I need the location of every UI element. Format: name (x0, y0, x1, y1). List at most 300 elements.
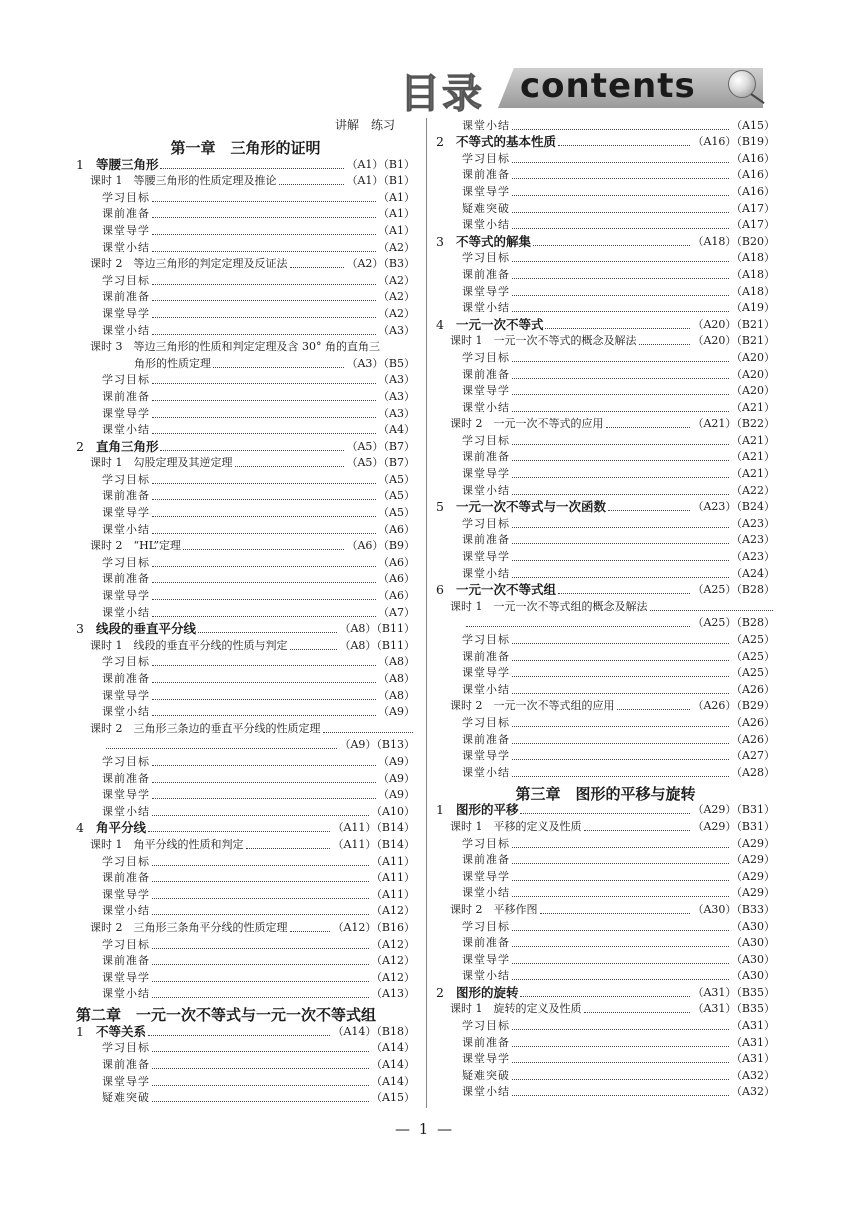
page-reference: （A21） (731, 450, 775, 464)
toc-item[interactable] (76, 188, 415, 205)
toc-item[interactable] (436, 834, 775, 851)
entry-label: 课堂导学 (462, 869, 510, 883)
toc-item[interactable] (436, 1050, 775, 1067)
lesson-entry[interactable] (436, 332, 775, 349)
page-reference: （A14） (371, 1041, 415, 1055)
toc-item[interactable] (76, 1039, 415, 1056)
toc-item[interactable] (436, 747, 775, 764)
dot-leader (584, 822, 691, 831)
section-entry[interactable] (436, 232, 775, 249)
chapter-heading[interactable] (436, 780, 775, 801)
dot-leader (512, 1038, 729, 1047)
section-entry[interactable] (76, 155, 415, 172)
page-reference: （A25） (731, 666, 775, 680)
page-reference: （A15） (371, 1091, 415, 1105)
toc-item[interactable] (436, 664, 775, 681)
dot-leader (152, 873, 369, 882)
toc-item[interactable] (436, 265, 775, 282)
dot-leader (512, 154, 729, 163)
entry-label: 课时 2 一元一次不等式的应用 (450, 417, 604, 431)
toc-item[interactable] (76, 586, 415, 603)
entry-label (76, 440, 158, 454)
dot-leader (152, 890, 369, 899)
chapter-heading[interactable] (76, 134, 415, 155)
toc-item[interactable] (436, 763, 775, 780)
toc-item[interactable] (436, 531, 775, 548)
page-reference: （A30） (731, 952, 775, 966)
toc-item[interactable] (436, 547, 775, 564)
dot-leader (533, 237, 691, 246)
page-reference: （A3） (378, 323, 415, 337)
page-reference: （A30） (731, 936, 775, 950)
section-entry[interactable] (436, 498, 775, 515)
toc-item[interactable] (76, 653, 415, 670)
lesson-entry[interactable] (436, 597, 775, 614)
dot-leader (512, 187, 729, 196)
dot-leader (152, 591, 376, 600)
section-number: 1 (76, 1023, 84, 1039)
page-reference: （A8） (378, 672, 415, 685)
page-reference: （A29）（B31） (692, 803, 775, 817)
page-number: — 1 — (395, 1120, 455, 1138)
entry-label: 学习目标 (462, 919, 510, 933)
page-reference: （A31） (731, 1019, 775, 1033)
page-reference: （A1） (378, 207, 415, 221)
section-entry[interactable] (76, 620, 415, 637)
section-entry[interactable] (436, 581, 775, 598)
toc-item[interactable] (76, 985, 415, 1002)
toc-item[interactable] (436, 216, 775, 233)
dot-leader (152, 558, 376, 567)
entry-label: 学习目标 (102, 754, 150, 768)
page-reference: （A6） (378, 589, 415, 603)
toc-item[interactable] (76, 304, 415, 321)
entry-label: 课堂小结 (462, 886, 510, 900)
page-reference: （A11）（B14） (332, 837, 415, 851)
section-title: 图形的旋转 (455, 984, 519, 1000)
section-title: 线段的垂直平分线 (95, 621, 196, 637)
dot-leader (323, 724, 414, 733)
section-number: 3 (436, 233, 444, 249)
entry-label: 课堂导学 (102, 406, 150, 420)
column-headers: 讲解 练习 (335, 118, 396, 132)
dot-leader (152, 1093, 369, 1102)
toc-item[interactable] (76, 503, 415, 520)
entry-label: 课堂导学 (102, 506, 150, 520)
entry-label: 课前准备 (102, 572, 150, 586)
page-reference: （A14） (371, 1074, 415, 1088)
toc-item[interactable] (76, 852, 415, 869)
entry-label: 学习目标 (462, 433, 510, 447)
entry-label: 课时 1 勾股定理及其逆定理 (90, 456, 233, 470)
lesson-entry-continued[interactable] (76, 354, 415, 371)
toc-item[interactable] (436, 166, 775, 183)
toc-item[interactable] (76, 603, 415, 620)
lesson-entry[interactable] (436, 415, 775, 432)
section-title: 等腰三角形 (95, 156, 159, 172)
toc-item[interactable] (436, 282, 775, 299)
lesson-entry[interactable] (76, 172, 415, 189)
dot-leader (290, 259, 345, 268)
dot-leader (512, 1054, 729, 1063)
section-title: 不等关系 (95, 1023, 146, 1039)
page-reference: （A3） (378, 373, 415, 387)
entry-label: 课前准备 (102, 489, 150, 503)
page-reference: （A5）（B7） (346, 456, 415, 470)
section-entry[interactable] (76, 437, 415, 454)
toc-item[interactable] (436, 1033, 775, 1050)
page-reference: （A20） (731, 350, 775, 364)
page-reference: （A16）（B19） (692, 135, 775, 149)
section-number: 1 (436, 802, 444, 818)
dot-leader (152, 375, 376, 384)
page-reference: （A2） (378, 290, 415, 304)
lesson-entry[interactable] (436, 817, 775, 834)
toc-item[interactable] (76, 935, 415, 952)
toc-item[interactable] (436, 884, 775, 901)
toc-item[interactable] (76, 669, 415, 686)
entry-label: 课时 1 一元一次不等式的概念及解法 (450, 334, 637, 348)
dot-leader (512, 751, 729, 760)
toc-item[interactable] (436, 249, 775, 266)
toc-item[interactable] (76, 553, 415, 570)
page-reference: （A3） (378, 406, 415, 420)
entry-label: 学习目标 (102, 273, 150, 287)
lesson-entry[interactable] (76, 454, 415, 471)
dot-leader (512, 535, 729, 544)
dot-leader (152, 425, 376, 434)
entry-label: 课前准备 (102, 290, 150, 304)
section-number: 1 (76, 156, 84, 172)
dot-leader (608, 502, 691, 511)
toc-item[interactable] (436, 299, 775, 316)
page-reference: （A30）（B33） (692, 902, 775, 916)
toc-item[interactable] (436, 431, 775, 448)
section-entry[interactable] (436, 801, 775, 818)
entry-label (76, 1025, 146, 1039)
toc-item[interactable] (76, 520, 415, 537)
toc-item[interactable] (76, 902, 415, 919)
section-entry[interactable] (436, 315, 775, 332)
entry-label: 课时 3 等边三角形的性质和判定定理及含 30° 角的直角三 (90, 340, 380, 354)
page-reference: （A16） (731, 184, 775, 198)
dot-leader (606, 419, 691, 428)
dot-leader (213, 359, 344, 368)
entry-label: 学习目标 (462, 836, 510, 850)
section-entry[interactable] (436, 983, 775, 1000)
dot-leader (152, 707, 376, 716)
toc-item[interactable] (436, 713, 775, 730)
page-reference: （A8） (378, 655, 415, 669)
page-reference: （A2） (378, 273, 415, 287)
toc-item[interactable] (76, 487, 415, 504)
toc-item[interactable] (76, 1089, 415, 1106)
entry-label: 课堂导学 (462, 384, 510, 398)
page-reference: （A11） (371, 871, 415, 885)
page-reference: （A20） (731, 384, 775, 398)
page-reference: （A1）（B1） (346, 174, 415, 188)
toc-item[interactable] (436, 647, 775, 664)
toc-item[interactable] (436, 630, 775, 647)
entry-label: 学习目标 (462, 516, 510, 530)
entry-label: 课前准备 (462, 649, 510, 663)
toc-item[interactable] (76, 786, 415, 803)
page-reference: （A23） (731, 516, 775, 530)
toc-item[interactable] (436, 149, 775, 166)
page-reference: （A29）（B31） (692, 819, 775, 833)
section-entry[interactable] (436, 133, 775, 150)
page-reference: （A26） (731, 682, 775, 696)
lesson-entry[interactable] (76, 537, 415, 554)
magnifier-icon (728, 70, 756, 98)
dot-leader (152, 309, 376, 318)
toc-item[interactable] (76, 1055, 415, 1072)
entry-label: 课堂小结 (102, 904, 150, 918)
entry-label: 学习目标 (102, 937, 150, 951)
dot-leader (512, 370, 729, 379)
dot-leader (152, 608, 376, 617)
toc-item[interactable] (436, 116, 775, 133)
dot-leader (512, 403, 729, 412)
dot-leader (160, 160, 344, 169)
page-reference: （A7） (378, 605, 415, 619)
page-reference: （A18） (731, 267, 775, 281)
page-reference: （A2）（B3） (346, 257, 415, 271)
section-entry[interactable] (76, 819, 415, 836)
lesson-entry[interactable] (76, 835, 415, 852)
dot-leader (545, 320, 690, 329)
toc-item[interactable] (436, 950, 775, 967)
dot-leader (152, 475, 376, 484)
toc-item[interactable] (436, 182, 775, 199)
toc-item[interactable] (436, 348, 775, 365)
dot-leader (512, 452, 729, 461)
dot-leader (246, 840, 331, 849)
toc-item[interactable] (436, 1016, 775, 1033)
toc-item[interactable] (436, 851, 775, 868)
dot-leader (512, 922, 729, 931)
page-reference: （A8）（B11） (339, 638, 415, 652)
dot-leader (152, 292, 376, 301)
toc-item[interactable] (436, 1066, 775, 1083)
page-reference: （A18） (731, 284, 775, 298)
dot-leader (512, 121, 729, 130)
toc-item[interactable] (436, 867, 775, 884)
toc-item[interactable] (76, 769, 415, 786)
page-reference: （A11） (371, 887, 415, 901)
toc-item[interactable] (436, 934, 775, 951)
toc-item[interactable] (436, 365, 775, 382)
page-reference: （A31） (731, 1052, 775, 1066)
toc-item[interactable] (76, 802, 415, 819)
dot-leader (183, 541, 344, 550)
toc-item[interactable] (76, 570, 415, 587)
toc-item[interactable] (436, 481, 775, 498)
chapter-title: 第三章 图形的平移与旋转 (515, 784, 696, 803)
page-reference: （A30） (731, 969, 775, 983)
column-divider (426, 118, 427, 1108)
entry-label: 课堂小结 (102, 240, 150, 254)
section-number: 4 (76, 820, 84, 836)
section-entry[interactable] (76, 1022, 415, 1039)
toc-item[interactable] (76, 885, 415, 902)
section-number: 4 (436, 316, 444, 332)
entry-label: 课堂小结 (462, 218, 510, 232)
entry-label: 课堂小结 (462, 118, 510, 132)
lesson-entry[interactable] (76, 636, 415, 653)
page-reference: （A9） (378, 771, 415, 785)
dot-leader (512, 303, 729, 312)
toc-item[interactable] (436, 448, 775, 465)
chapter-heading[interactable] (76, 1001, 415, 1025)
entry-label: 课前准备 (462, 450, 510, 464)
toc-item[interactable] (436, 730, 775, 747)
page-reference: （A5） (378, 489, 415, 503)
entry-label (436, 235, 531, 249)
page-reference: （A4） (378, 423, 415, 437)
page-reference: （A16） (731, 151, 775, 165)
page-reference: （A12） (371, 904, 415, 918)
section-title: 一元一次不等式与一次函数 (455, 499, 606, 515)
entry-label (436, 500, 606, 514)
toc-item[interactable] (436, 464, 775, 481)
page-reference: （A23）（B24） (692, 500, 775, 514)
dot-leader (617, 701, 691, 710)
page-reference: （A12） (371, 954, 415, 968)
page-reference: （A20）（B21） (692, 317, 775, 331)
toc-item[interactable] (76, 1072, 415, 1089)
toc-item[interactable] (436, 564, 775, 581)
lesson-entry[interactable] (76, 255, 415, 272)
entry-label: 课堂小结 (102, 605, 150, 619)
entry-label: 课堂导学 (102, 306, 150, 320)
dot-leader (639, 336, 691, 345)
lesson-entry[interactable] (76, 338, 415, 355)
toc-item[interactable] (436, 680, 775, 697)
toc-item[interactable] (76, 703, 415, 720)
toc-item[interactable] (76, 968, 415, 985)
entry-label: 课前准备 (102, 954, 150, 968)
entry-label: 课堂小结 (102, 804, 150, 818)
dot-leader (279, 176, 345, 185)
dot-leader (584, 1004, 691, 1013)
entry-label: 课堂小结 (462, 400, 510, 414)
toc-item[interactable] (76, 271, 415, 288)
dot-leader (512, 971, 729, 980)
page-reference: （A9） (378, 788, 415, 802)
entry-label: 课堂小结 (462, 682, 510, 696)
page-reference: （A20）（B21） (692, 334, 775, 348)
page-reference: （A17） (731, 201, 775, 215)
entry-label: 课前准备 (462, 732, 510, 746)
toc-item[interactable] (76, 288, 415, 305)
page-reference: （A12） (371, 937, 415, 951)
entry-label: 学习目标 (102, 373, 150, 387)
toc-item[interactable] (76, 752, 415, 769)
toc-item[interactable] (436, 199, 775, 216)
dot-leader (235, 458, 345, 467)
dot-leader (512, 718, 729, 727)
entry-label: 学习目标 (102, 655, 150, 669)
dot-leader (290, 641, 338, 650)
lesson-entry[interactable] (436, 1000, 775, 1017)
dot-leader (152, 857, 369, 866)
entry-label: 课堂小结 (102, 423, 150, 437)
dot-leader (152, 574, 376, 583)
entry-label: 学习目标 (462, 633, 510, 646)
lesson-entry[interactable] (436, 697, 775, 714)
entry-label: 课时 1 等腰三角形的性质定理及推论 (90, 174, 277, 188)
toc-item[interactable] (436, 917, 775, 934)
toc-item[interactable] (76, 952, 415, 969)
dot-leader (512, 872, 729, 881)
dot-leader (512, 204, 729, 213)
entry-label (436, 986, 518, 1000)
toc-item[interactable] (76, 869, 415, 886)
lesson-entry[interactable] (76, 719, 415, 736)
dot-leader (512, 855, 729, 864)
lesson-entry[interactable] (76, 918, 415, 935)
toc-item[interactable] (76, 371, 415, 388)
page-reference: （A29） (731, 869, 775, 883)
toc-item[interactable] (76, 470, 415, 487)
dot-leader (152, 1077, 369, 1086)
dot-leader (160, 442, 344, 451)
section-number: 2 (76, 438, 84, 454)
dot-leader (512, 1071, 729, 1080)
entry-label: 课前准备 (462, 1035, 510, 1049)
lesson-entry-continued[interactable] (76, 736, 415, 753)
toc-item[interactable] (436, 967, 775, 984)
toc-item[interactable] (436, 514, 775, 531)
page-reference: （A20） (731, 367, 775, 381)
entry-label: 课堂小结 (102, 987, 150, 1001)
page-reference: （A21） (731, 433, 775, 447)
toc-item[interactable] (436, 1083, 775, 1100)
page-reference: （A3）（B5） (346, 356, 415, 370)
toc-item[interactable] (76, 387, 415, 404)
toc-item[interactable] (76, 221, 415, 238)
page-reference: （A10） (371, 804, 415, 818)
entry-label: 课堂导学 (102, 223, 150, 237)
dot-leader (512, 569, 729, 578)
toc-item[interactable] (436, 398, 775, 415)
page-reference: （A12） (371, 970, 415, 984)
dot-leader (198, 624, 338, 633)
toc-item[interactable] (76, 686, 415, 703)
toc-item[interactable] (76, 404, 415, 421)
section-number: 6 (436, 582, 444, 598)
dot-leader (152, 691, 376, 700)
entry-label: 课堂导学 (102, 788, 150, 802)
lesson-entry-continued[interactable] (436, 614, 775, 631)
toc-item[interactable] (436, 382, 775, 399)
entry-label: 课堂导学 (102, 970, 150, 984)
dot-leader (148, 823, 331, 832)
toc-item[interactable] (76, 321, 415, 338)
lesson-entry[interactable] (436, 900, 775, 917)
dot-leader (152, 508, 376, 517)
toc-item[interactable] (76, 238, 415, 255)
toc-item[interactable] (76, 421, 415, 438)
entry-label: 课堂导学 (462, 467, 510, 481)
toc-item[interactable] (76, 205, 415, 222)
dot-leader (152, 243, 376, 252)
dot-leader (152, 209, 376, 218)
page-reference: （A8）（B11） (339, 622, 415, 636)
page-reference: （A13） (371, 987, 415, 1001)
dot-leader (512, 386, 729, 395)
